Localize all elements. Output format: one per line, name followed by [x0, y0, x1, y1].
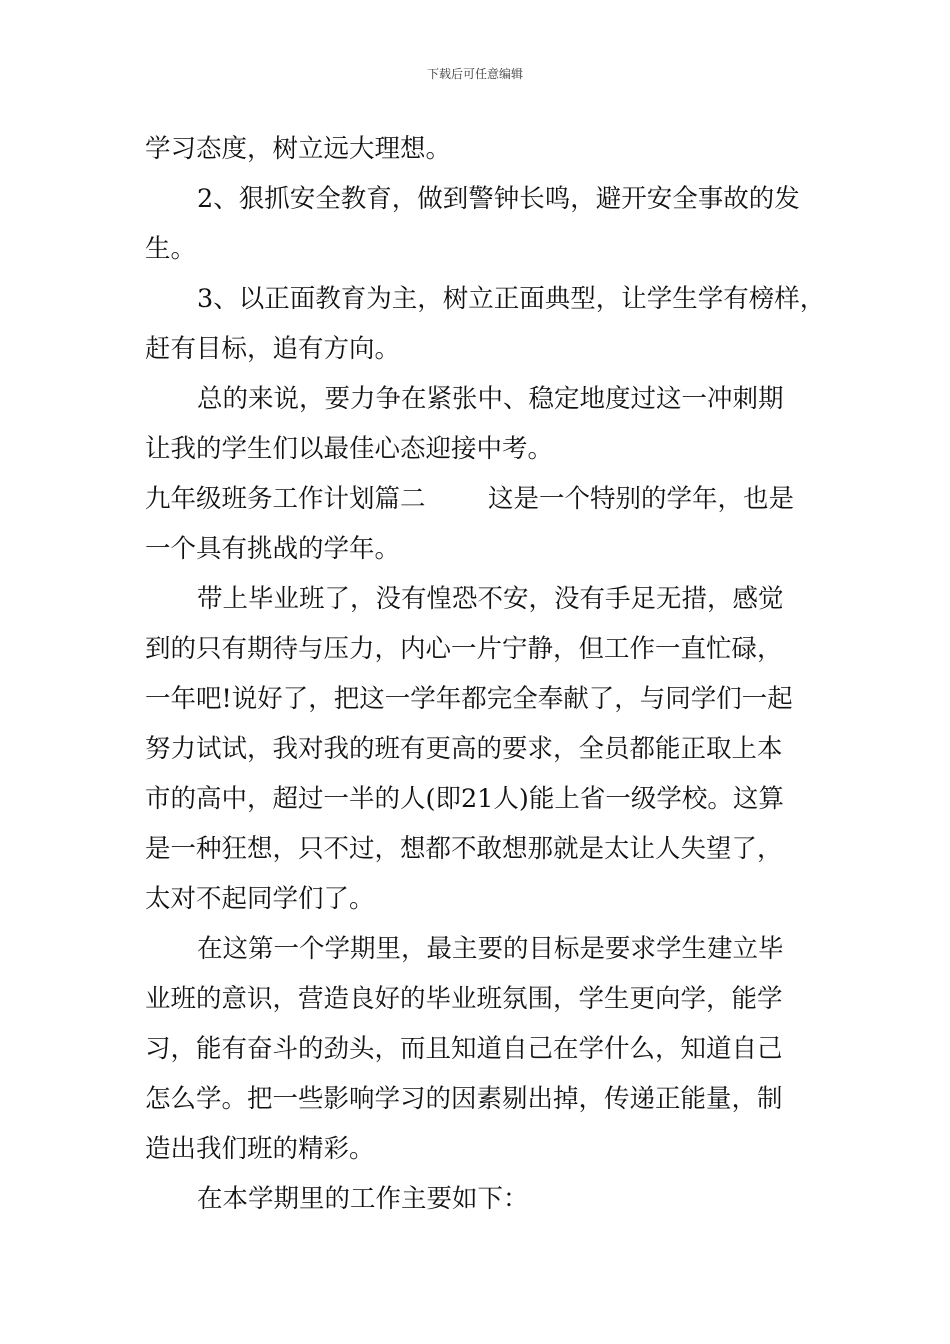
- text-line: 让我的学生们以最佳心态迎接中考。: [145, 434, 554, 464]
- text-line: 造出我们班的精彩。: [145, 1134, 375, 1164]
- text-line: 在本学期里的工作主要如下：: [197, 1184, 529, 1214]
- text-line: 3、以正面教育为主，树立正面典型，让学生学有榜样，: [197, 284, 826, 314]
- text-line: 带上毕业班了，没有惶恐不安，没有手足无措，感觉: [197, 584, 784, 614]
- text-line: 总的来说，要力争在紧张中、稳定地度过这一冲刺期: [197, 384, 784, 414]
- text-line: 一年吧!说好了，把这一学年都完全奉献了，与同学们一起: [145, 684, 793, 714]
- text-line: 是一种狂想，只不过，想都不敢想那就是太让人失望了，: [145, 834, 783, 864]
- text-line: 到的只有期待与压力，内心一片宁静，但工作一直忙碌，: [145, 634, 783, 664]
- section-title: 九年级班务工作计划篇二: [145, 484, 426, 514]
- text-line: 怎么学。把一些影响学习的因素剔出掉，传递正能量，制: [145, 1084, 783, 1114]
- section-heading-line: [145, 474, 810, 524]
- text-line: 赶有目标，追有方向。: [145, 334, 401, 364]
- text-line: 市的高中，超过一半的人(即21人)能上省一级学校。这算: [145, 784, 784, 814]
- document-body: [145, 124, 826, 1224]
- text-line: 太对不起同学们了。: [145, 884, 375, 914]
- text-line: 在这第一个学期里，最主要的目标是要求学生建立毕: [197, 934, 784, 964]
- text-line: 2、狠抓安全教育，做到警钟长鸣，避开安全事故的发: [197, 184, 800, 214]
- text-line: 业班的意识，营造良好的毕业班氛围，学生更向学，能学: [145, 984, 783, 1014]
- page-header: 下载后可任意编辑: [426, 67, 523, 81]
- text-line: 努力试试，我对我的班有更高的要求，全员都能正取上本: [145, 734, 783, 764]
- text-line: 习，能有奋斗的劲头，而且知道自己在学什么，知道自己: [145, 1034, 783, 1064]
- text-line: 学习态度，树立远大理想。: [145, 134, 452, 164]
- text-line: 生。: [145, 234, 197, 264]
- text-line: 一个具有挑战的学年。: [145, 534, 401, 564]
- text-segment: 这是一个特别的学年，也是: [488, 484, 795, 514]
